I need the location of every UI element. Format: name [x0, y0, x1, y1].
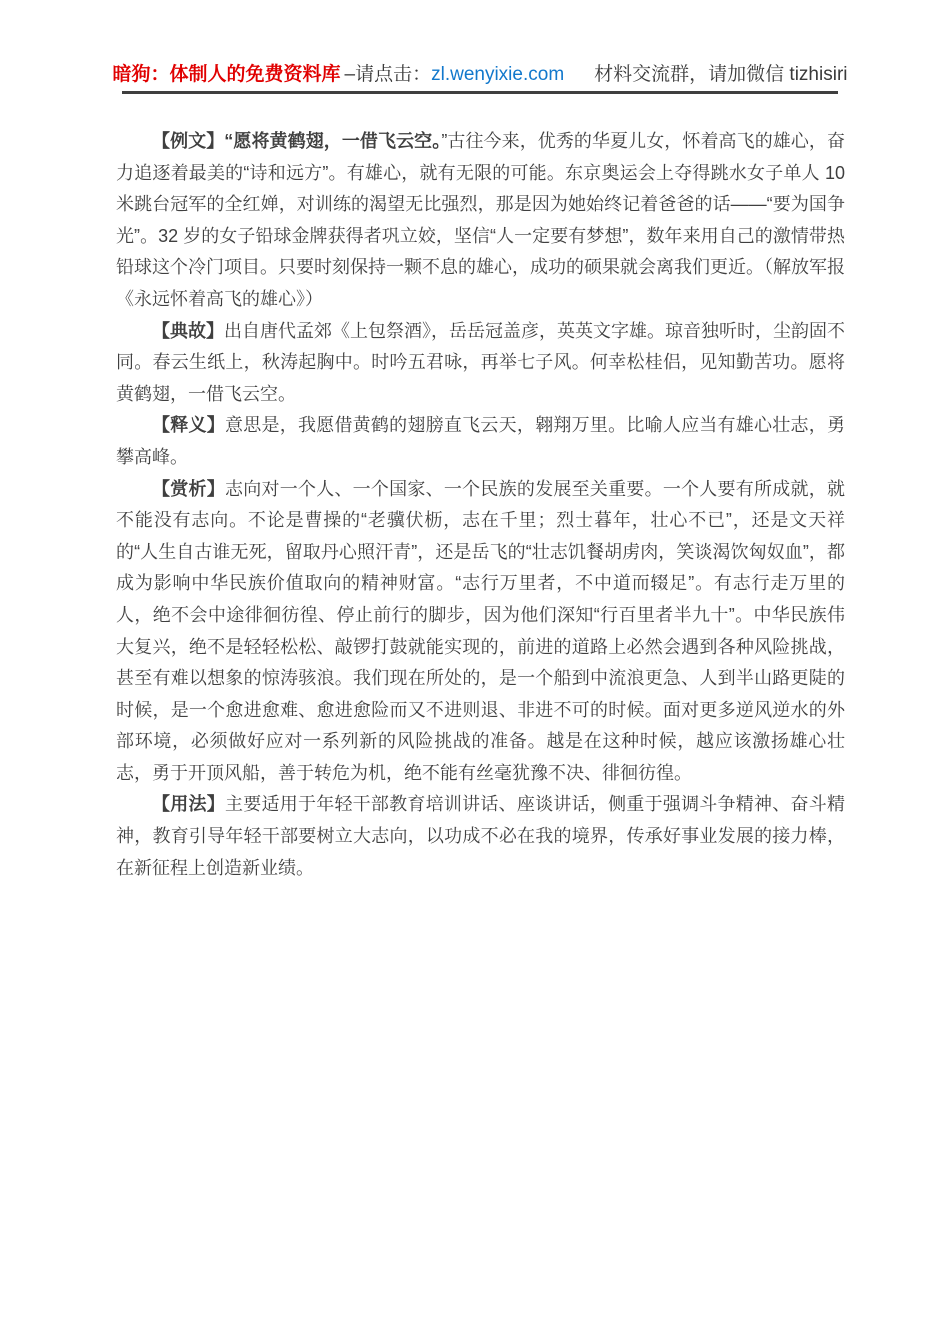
document-body — [116, 126, 845, 884]
header-click-label: –请点击： — [344, 64, 432, 85]
paragraph-label: 【赏析】 — [152, 478, 225, 499]
paragraph-label: 【例文】“愿将黄鹤翅，一借飞云空。 — [152, 131, 442, 151]
paragraph-label: 【用法】 — [152, 794, 225, 815]
paragraph-text: 主要适用于年轻干部教育培训讲话、座谈讲话，侧重于强调斗争精神、奋斗精神，教育引导年轻干部要树立大志向，以功成不必在我的境界，传承好事业发展的接力棒，在新征程上创造新业绩。 — [116, 794, 846, 878]
paragraph-yongfa — [116, 789, 845, 884]
paragraph-shangxi — [116, 474, 845, 790]
header-link[interactable]: zl.wenyixie.com — [431, 64, 565, 85]
paragraph-label: 【释义】 — [152, 415, 225, 436]
paragraph-text: ”古往今来，优秀的华夏儿女，怀着高飞的雄心，奋力追逐着最美的“诗和远方”。有雄心，就有无限的可能。东京奥运会上夺得跳水女子单人 10 米跳台冠军的全红婵，对训练的渴望无比强烈，那是因为她始终记着爸爸的话——“要为国争光”。32 岁的女子铅球金牌获得者巩立姣，坚信“人一定要有梦想”，数年来用自己的激情带热铅球这个冷门项目。只要时刻保持一颗不息的雄心，成功的硕果就会离我们更近。（解放军报《永远怀着高飞的雄心》） — [116, 131, 845, 309]
paragraph-label: 【典故】 — [152, 320, 224, 341]
paragraph-text: 意思是，我愿借黄鹤的翅膀直飞云天，翱翔万里。比喻人应当有雄心壮志，勇攀高峰。 — [116, 415, 846, 467]
paragraph-text: 志向对一个人、一个国家、一个民族的发展至关重要。一个人要有所成就，就不能没有志向。不论是曹操的“老骥伏枥，志在千里；烈士暮年，壮心不已”，还是文天祥的“人生自古谁无死，留取丹心照汗青”，还是岳飞的“壮志饥餐胡虏肉，笑谈渴饮匈奴血”，都成为影响中华民族价值取向的精神财富。“志行万里者，不中道而辍足”。有志行走万里的人，绝不会中途徘徊彷徨、停止前行的脚步，因为他们深知“行百里者半九十”。中华民族伟大复兴，绝不是轻轻松松、敲锣打鼓就能实现的，前进的道路上必然会遇到各种风险挑战，甚至有难以想象的惊涛骇浪。我们现在所处的，是一个船到中流浪更急、人到半山路更陡的时候，是一个愈进愈难、愈进愈险而又不进则退、非进不可的时候。面对更多逆风逆水的外部环境，必须做好应对一系列新的风险挑战的准备。越是在这种时候，越应该激扬雄心壮志，勇于开顶风船，善于转危为机，绝不能有丝毫犹豫不决、徘徊彷徨。 — [116, 478, 846, 783]
page-header — [112, 60, 848, 94]
header-brand-text: 暗狗：体制人的免费资料库 — [112, 64, 341, 85]
header-wechat-note: 材料交流群，请加微信 tizhisiri — [594, 64, 848, 85]
paragraph-diangu — [116, 316, 845, 411]
paragraph-liwen — [116, 126, 845, 316]
paragraph-shiyi — [116, 410, 845, 473]
paragraph-text: 出自唐代孟郊《上包祭酒》，岳岳冠盖彦，英英文字雄。琼音独听时，尘韵固不同。春云生纸上，秋涛起胸中。时吟五君咏，再举七子风。何幸松桂侣，见知勤苦功。愿将黄鹤翅，一借飞云空。 — [116, 320, 845, 404]
